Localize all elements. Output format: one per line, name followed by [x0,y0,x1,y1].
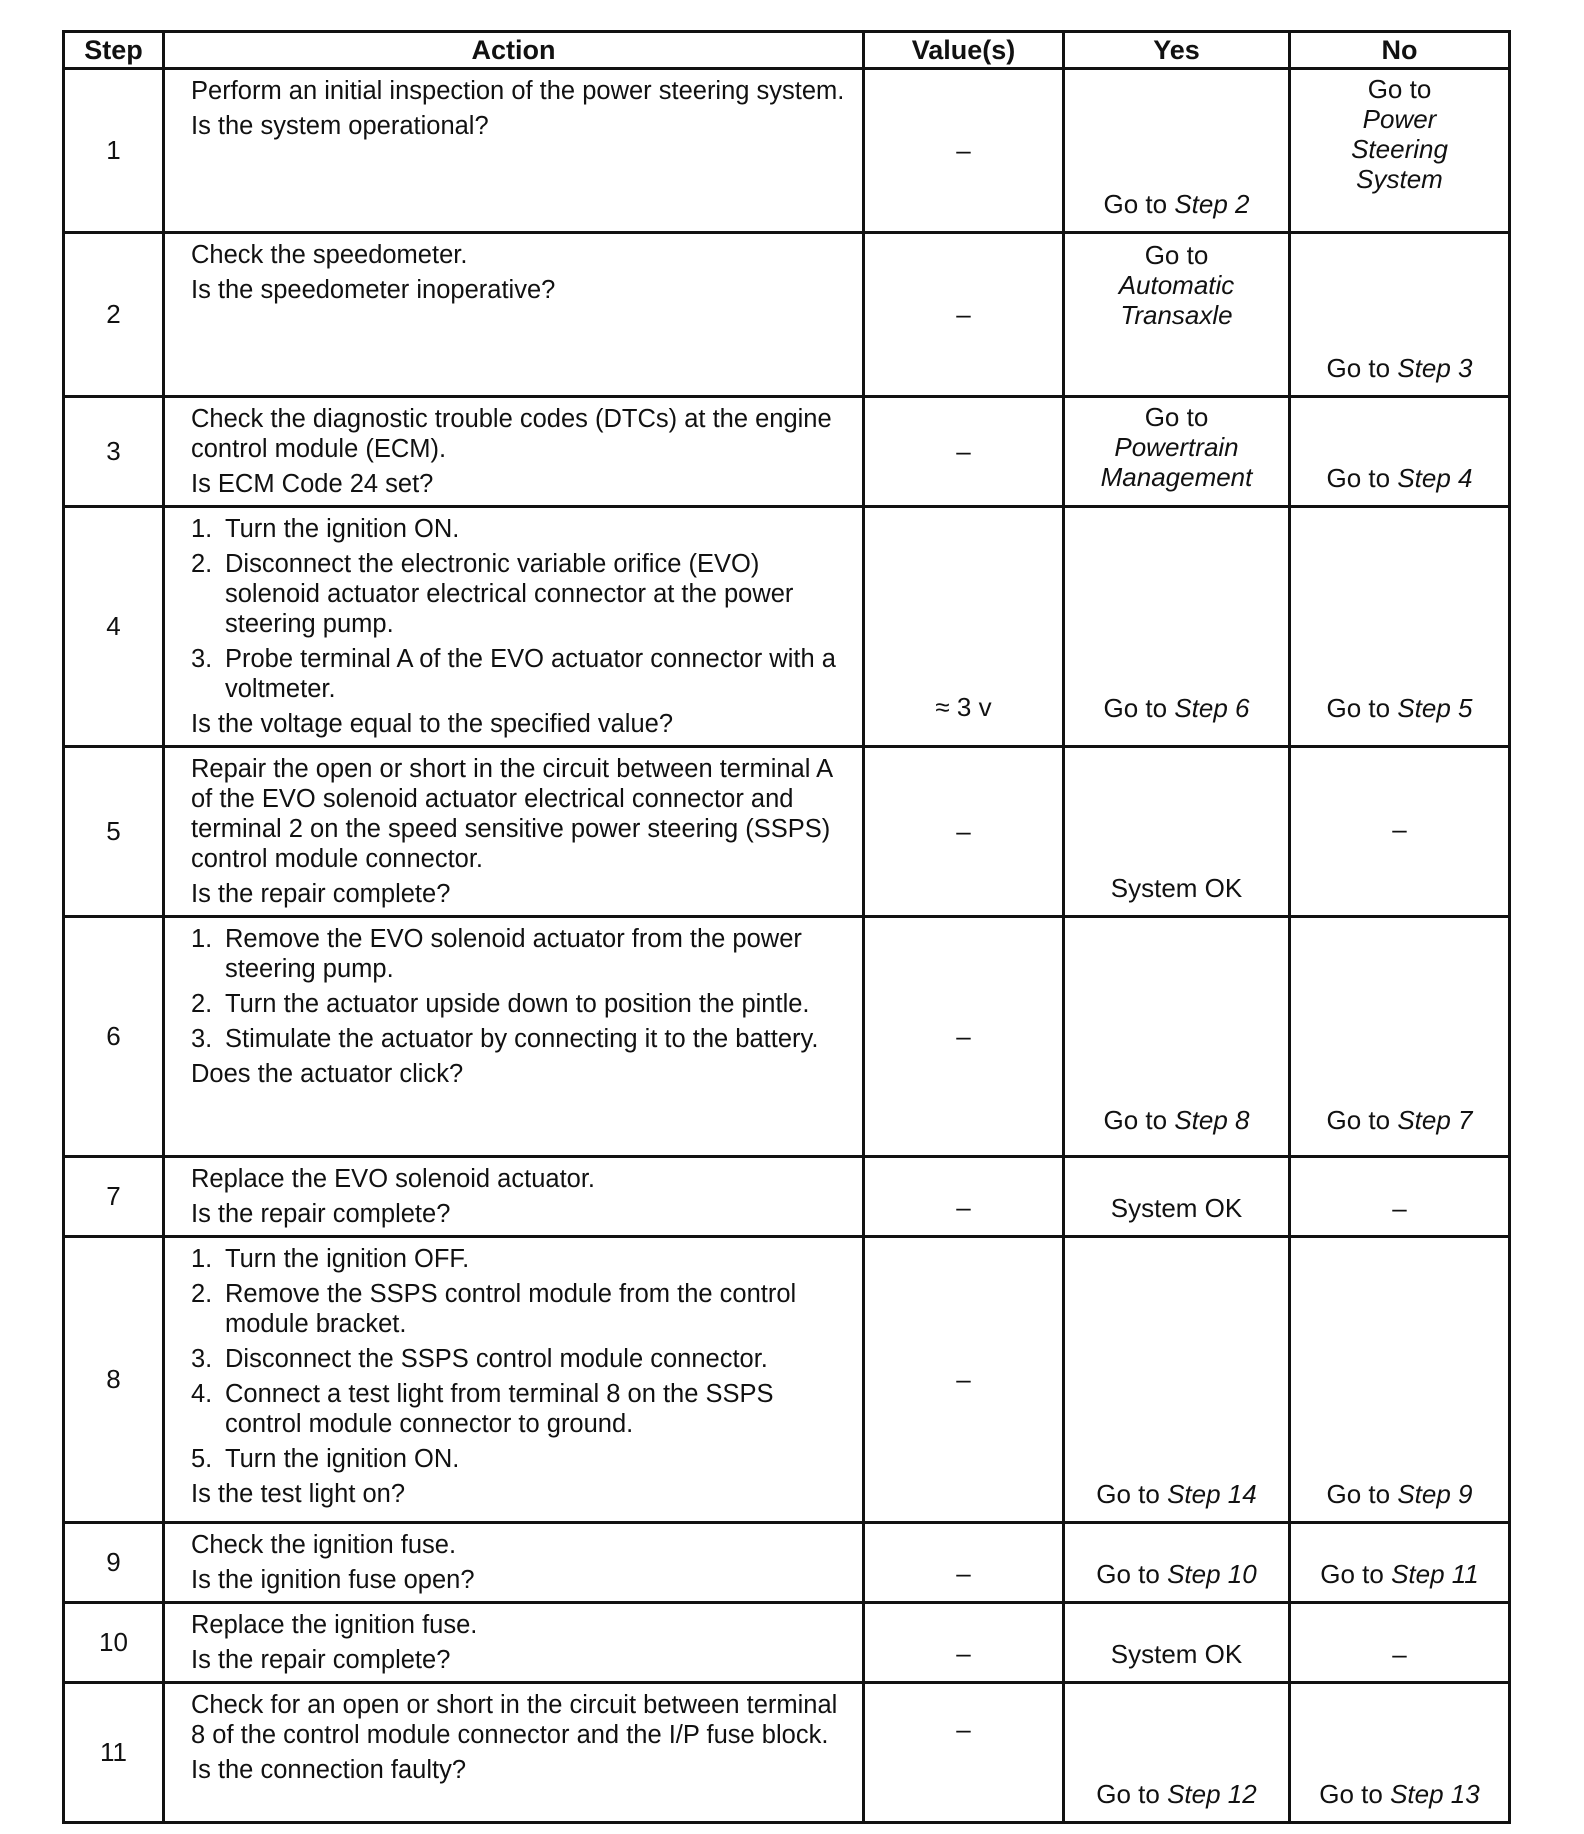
header-row [64,32,1510,69]
yes-cell [1064,233,1290,397]
action-question: Is the system operational? [191,112,489,140]
step-number: 8 [64,1237,164,1523]
no-cell [1290,1523,1510,1603]
goto-prefix: Go to [1326,693,1391,723]
goto-prefix: Go to [1103,189,1168,219]
list-item: 2. Turn the actuator upside down to position the pintle. [191,990,810,1018]
action-question: Is the voltage equal to the specified value? [191,710,673,738]
action-cell [164,397,864,507]
goto-prefix: Go to [1144,402,1209,432]
action-text: Check for an open or short in the circuit between terminal 8 of the control module connector and the I/P fuse block. [191,1691,838,1749]
goto-ref: Step 7 [1397,1105,1473,1135]
no-cell [1290,507,1510,747]
table-row [64,747,1510,917]
action-text: Replace the EVO solenoid actuator. [191,1165,596,1193]
list-item: 1. Remove the EVO solenoid actuator from the power steering pump. [191,925,802,983]
goto-ref: Step 3 [1397,353,1473,383]
table-row [64,1683,1510,1823]
table-row [64,1157,1510,1237]
no-cell: – [1290,1157,1510,1237]
no-cell [1290,233,1510,397]
value-cell: – [864,917,1064,1157]
action-text: Repair the open or short in the circuit between terminal A of the EVO solenoid actuator electrical connector and terminal 2 on the speed sensitive power steering (SSPS) control module connector. [191,755,832,873]
goto-prefix: Go to [1103,693,1168,723]
action-cell [164,233,864,397]
table-row [64,1523,1510,1603]
goto-prefix: Go to [1326,1479,1391,1509]
action-question: Is the speedometer inoperative? [191,276,556,304]
step-number: 7 [64,1157,164,1237]
table-row [64,69,1510,233]
action-cell [164,69,864,233]
action-question: Is the connection faulty? [191,1756,467,1784]
value-cell: – [864,1523,1064,1603]
list-item: 1. Turn the ignition OFF. [191,1245,470,1273]
value-cell: – [864,1237,1064,1523]
yes-cell: System OK [1064,1157,1290,1237]
goto-prefix: Go to [1326,353,1391,383]
diagnostic-table [62,30,1511,1824]
goto-ref: Step 12 [1167,1779,1257,1809]
table-row [64,1603,1510,1683]
goto-prefix: Go to [1326,463,1391,493]
goto-ref: Step 14 [1167,1479,1257,1509]
goto-ref: Step 5 [1397,693,1473,723]
action-text: Check the ignition fuse. [191,1531,457,1559]
action-question: Is the ignition fuse open? [191,1566,475,1594]
header-no: No [1290,32,1510,69]
action-list [191,1244,848,1474]
action-text: Replace the ignition fuse. [191,1611,478,1639]
action-cell [164,747,864,917]
yes-cell [1064,397,1290,507]
goto-prefix: Go to [1320,1559,1384,1589]
goto-ref: Step 8 [1174,1105,1250,1135]
goto-prefix: Go to [1096,1479,1160,1509]
yes-cell: System OK [1064,747,1290,917]
list-item: 2. Disconnect the electronic variable orifice (EVO) solenoid actuator electrical connector at the power steering pump. [191,550,794,638]
header-action: Action [164,32,864,69]
action-cell [164,917,864,1157]
no-cell [1290,69,1510,233]
step-number: 11 [64,1683,164,1823]
no-cell: – [1290,747,1510,917]
goto-prefix: Go to [1103,1105,1168,1135]
goto-ref: Step 10 [1167,1559,1257,1589]
goto-ref: Step 13 [1390,1779,1480,1809]
step-number: 6 [64,917,164,1157]
goto-ref: Step 11 [1391,1559,1479,1589]
action-question: Is ECM Code 24 set? [191,470,434,498]
goto-prefix: Go to [1367,74,1432,104]
goto-ref: Step 9 [1397,1479,1473,1509]
list-item: 5. Turn the ignition ON. [191,1445,460,1473]
step-number: 4 [64,507,164,747]
step-number: 10 [64,1603,164,1683]
step-number: 3 [64,397,164,507]
goto-prefix: Go to [1096,1779,1160,1809]
yes-cell [1064,1237,1290,1523]
value-cell: – [864,1603,1064,1683]
list-item: 1. Turn the ignition ON. [191,515,460,543]
action-question: Is the repair complete? [191,880,451,908]
no-cell [1290,1237,1510,1523]
goto-prefix: Go to [1326,1105,1391,1135]
goto-prefix: Go to [1319,1779,1383,1809]
action-cell [164,1683,864,1823]
action-cell [164,507,864,747]
action-cell [164,1237,864,1523]
action-cell [164,1157,864,1237]
goto-ref: Automatic Transaxle [1118,270,1235,330]
goto-ref: Powertrain Management [1100,432,1253,492]
value-cell: – [864,397,1064,507]
step-number: 1 [64,69,164,233]
list-item: 3. Disconnect the SSPS control module connector. [191,1345,768,1373]
no-cell: – [1290,1603,1510,1683]
yes-cell [1064,1683,1290,1823]
action-question: Is the test light on? [191,1480,406,1508]
table-row [64,507,1510,747]
action-question: Is the repair complete? [191,1646,451,1674]
value-cell: ≈ 3 v [864,507,1064,747]
no-cell [1290,1683,1510,1823]
goto-ref: Step 4 [1397,463,1473,493]
value-cell: – [864,69,1064,233]
action-text: Perform an initial inspection of the power steering system. [191,77,845,105]
value-cell: – [864,747,1064,917]
step-number: 2 [64,233,164,397]
no-cell [1290,397,1510,507]
header-step: Step [64,32,164,69]
yes-cell [1064,69,1290,233]
value-cell: – [864,233,1064,397]
no-cell [1290,917,1510,1157]
yes-cell: System OK [1064,1603,1290,1683]
table-row [64,233,1510,397]
goto-prefix: Go to [1096,1559,1160,1589]
table-row [64,1237,1510,1523]
value-cell: – [864,1683,1064,1823]
action-cell [164,1523,864,1603]
action-list [191,514,848,704]
header-values: Value(s) [864,32,1064,69]
yes-cell [1064,917,1290,1157]
action-text: Check the diagnostic trouble codes (DTCs) at the engine control module (ECM). [191,405,832,463]
yes-cell [1064,507,1290,747]
action-question: Is the repair complete? [191,1200,451,1228]
header-yes: Yes [1064,32,1290,69]
action-cell [164,1603,864,1683]
step-number: 5 [64,747,164,917]
value-cell: – [864,1157,1064,1237]
action-text: Check the speedometer. [191,241,468,269]
list-item: 3. Stimulate the actuator by connecting it to the battery. [191,1025,819,1053]
goto-ref: Step 2 [1174,189,1250,219]
list-item: 3. Probe terminal A of the EVO actuator connector with a voltmeter. [191,645,836,703]
step-number: 9 [64,1523,164,1603]
action-question: Does the actuator click? [191,1060,464,1088]
goto-ref: Power Steering System [1351,104,1448,194]
action-list [191,924,848,1054]
table-row [64,917,1510,1157]
list-item: 2. Remove the SSPS control module from the control module bracket. [191,1280,797,1338]
goto-ref: Step 6 [1174,693,1250,723]
list-item: 4. Connect a test light from terminal 8 on the SSPS control module connector to ground. [191,1380,774,1438]
yes-cell [1064,1523,1290,1603]
goto-prefix: Go to [1144,240,1209,270]
table-row [64,397,1510,507]
